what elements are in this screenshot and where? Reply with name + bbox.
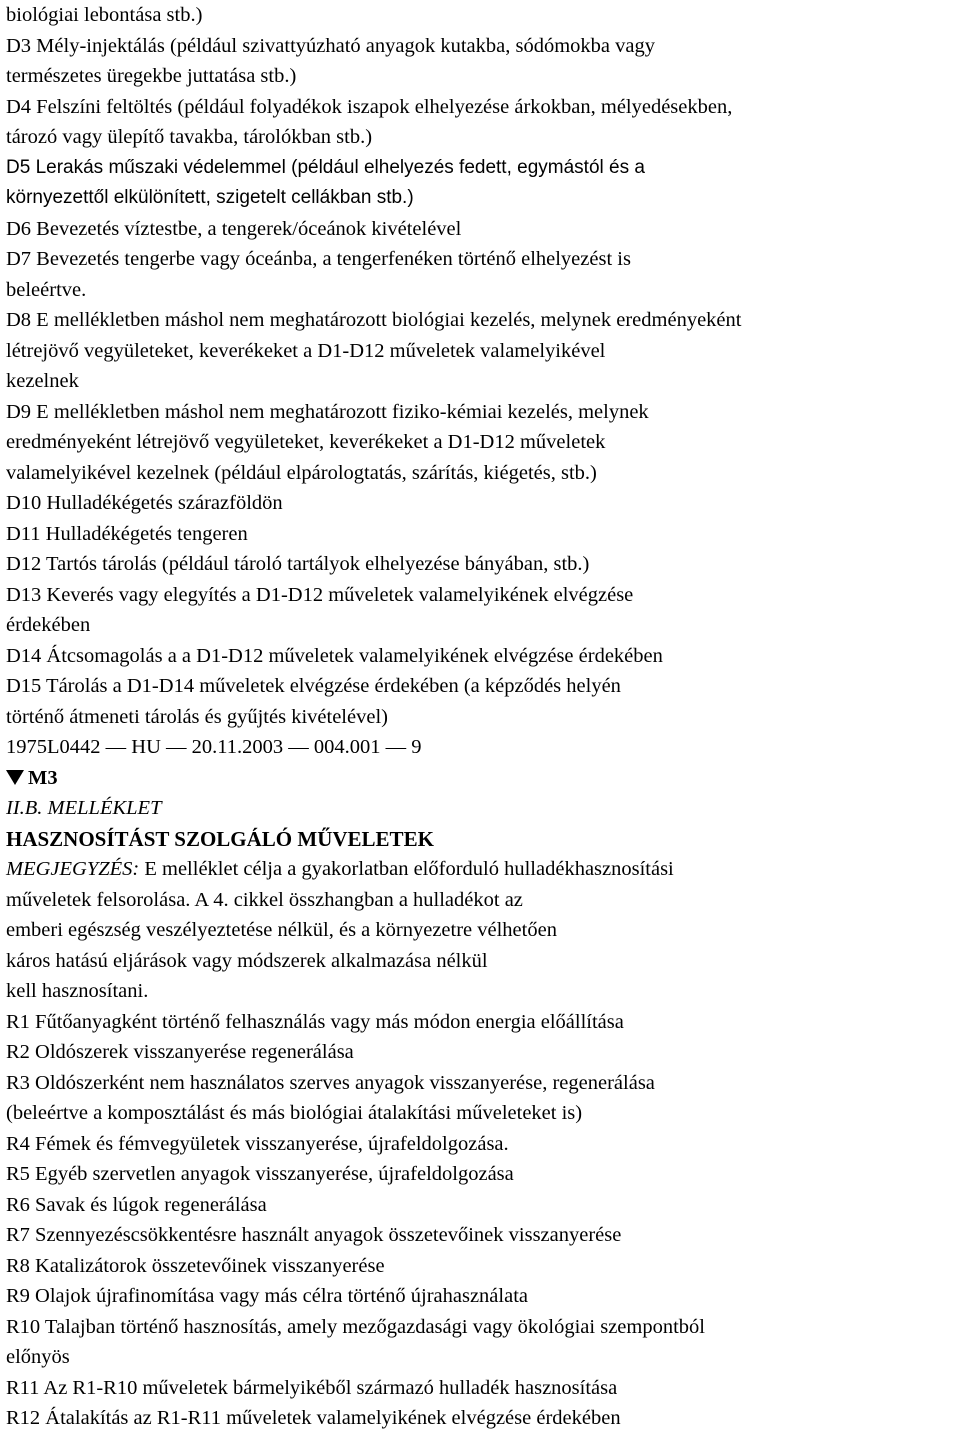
text-line: történő átmeneti tárolás és gyűjtés kivételével) — [6, 705, 388, 728]
list-item: D9 E mellékletben máshol nem meghatározott fiziko-kémiai kezelés, melynek — [6, 400, 649, 423]
list-item: D13 Keverés vagy elegyítés a D1-D12 műveletek valamelyikének elvégzése — [6, 583, 634, 606]
note-line — [6, 854, 960, 885]
list-item: D8 E mellékletben máshol nem meghatározott biológiai kezelés, melynek eredményeként — [6, 309, 742, 331]
note-text: E melléklet célja a gyakorlatban előforduló hulladékhasznosítási — [139, 858, 674, 880]
note-line: kell hasznosítani. — [6, 980, 149, 1002]
note-label: MEGJEGYZÉS: — [6, 858, 140, 880]
list-item: D7 Bevezetés tengerbe vagy óceánba, a tengerfenéken történő elhelyezést is — [6, 248, 631, 270]
list-item: D5 Lerakás műszaki védelemmel (például elhelyezés fedett, egymástól és a — [6, 156, 645, 178]
text-line: valamelyikével kezelnek (például elpárologtatás, szárítás, kiégetés, stb.) — [6, 461, 597, 484]
list-item: R8 Katalizátorok összetevőinek visszanyerése — [6, 1254, 385, 1277]
text-line: tározó vagy ülepítő tavakba, tárolókban stb.) — [6, 126, 373, 148]
down-triangle-icon — [6, 770, 24, 785]
list-item: D12 Tartós tárolás (például tároló tartályok elhelyezése bányában, stb.) — [6, 553, 590, 575]
text-line: környezettől elkülönített, szigetelt cellákban stb.) — [6, 187, 414, 208]
note-line: emberi egészség veszélyeztetése nélkül, és a környezetre vélhetően — [6, 919, 557, 941]
text-line: eredményeként létrejövő vegyületeket, keverékeket a D1-D12 műveletek — [6, 431, 606, 453]
list-item: D6 Bevezetés víztestbe, a tengerek/óceánok kivételével — [6, 217, 462, 240]
list-item: R10 Talajban történő hasznosítás, amely mezőgazdasági vagy ökológiai szempontból — [6, 1315, 705, 1338]
text-line: biológiai lebontása stb.) — [6, 4, 203, 26]
list-item: R5 Egyéb szervetlen anyagok visszanyerése, újrafeldolgozása — [6, 1163, 514, 1185]
text-line: kezelnek — [6, 370, 79, 392]
list-item: D10 Hulladékégetés szárazföldön — [6, 492, 283, 514]
list-item: R1 Fűtőanyagként történő felhasználás vagy más módon energia előállítása — [6, 1010, 624, 1033]
list-item: R12 Átalakítás az R1-R11 műveletek valamelyikének elvégzése érdekében — [6, 1407, 621, 1429]
amendment-marker — [6, 763, 960, 794]
list-item: R6 Savak és lúgok regenerálása — [6, 1193, 267, 1216]
annex-number: II.B. MELLÉKLET — [6, 797, 162, 819]
list-item: R9 Olajok újrafinomítása vagy más célra történő újrahasználata — [6, 1285, 528, 1307]
list-item: D4 Felszíni feltöltés (például folyadékok iszapok elhelyezése árkokban, mélyedésekben, — [6, 95, 733, 118]
note-line: káros hatású eljárások vagy módszerek alkalmazása nélkül — [6, 949, 488, 972]
text-line: természetes üregekbe juttatása stb.) — [6, 65, 297, 87]
list-item: R3 Oldószerként nem használatos szerves anyagok visszanyerése, regenerálása — [6, 1071, 655, 1094]
annex-title: HASZNOSÍTÁST SZOLGÁLÓ MŰVELETEK — [6, 826, 434, 851]
list-item: D11 Hulladékégetés tengeren — [6, 522, 248, 545]
text-line: (beleértve a komposztálást és más biológiai átalakítási műveleteket is) — [6, 1102, 583, 1124]
document-reference: 1975L0442 — HU — 20.11.2003 — 004.001 — 9 — [6, 736, 422, 758]
text-line: érdekében — [6, 614, 91, 636]
list-item: D3 Mély-injektálás (például szivattyúzható anyagok kutakba, sódómokba vagy — [6, 34, 655, 57]
list-item: R7 Szennyezéscsökkentésre használt anyagok összetevőinek visszanyerése — [6, 1224, 622, 1246]
list-item: R11 Az R1-R10 műveletek bármelyikéből származó hulladék hasznosítása — [6, 1376, 618, 1399]
list-item: D15 Tárolás a D1-D14 műveletek elvégzése érdekében (a képződés helyén — [6, 675, 621, 697]
text-line: előnyös — [6, 1346, 70, 1368]
list-item: R2 Oldószerek visszanyerése regenerálása — [6, 1041, 354, 1063]
list-item: D14 Átcsomagolás a a D1-D12 műveletek valamelyikének elvégzése érdekében — [6, 644, 663, 667]
note-line: műveletek felsorolása. A 4. cikkel összhangban a hulladékot az — [6, 888, 523, 911]
list-item: R4 Fémek és fémvegyületek visszanyerése, újrafeldolgozása. — [6, 1132, 509, 1155]
amendment-label: M3 — [28, 766, 58, 789]
text-line: beleértve. — [6, 278, 87, 301]
text-line: létrejövő vegyületeket, keverékeket a D1-D12 műveletek valamelyikével — [6, 339, 606, 362]
